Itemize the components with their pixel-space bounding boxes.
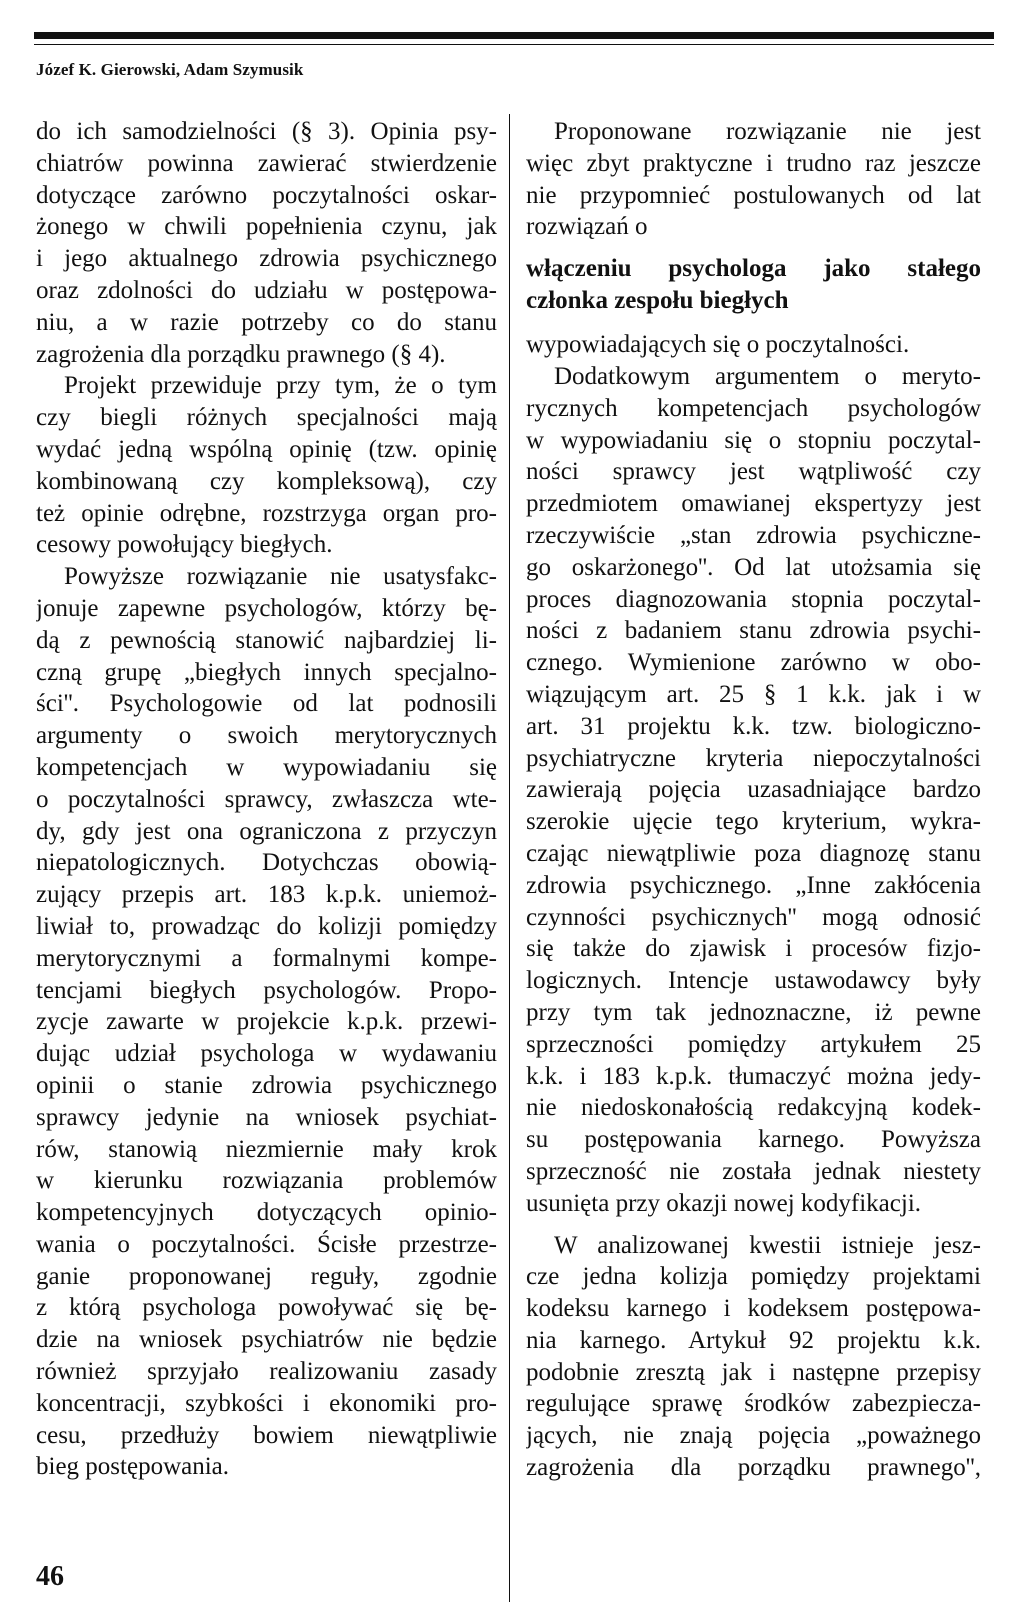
text-line: nia karnego. Artykuł 92 projektu k.k. bbox=[526, 1326, 981, 1354]
column-divider bbox=[509, 114, 510, 1602]
text-line: nie niedoskonałością redakcyjną kodek- bbox=[526, 1094, 981, 1122]
text-line: oraz zdolności do udziału w postępowa- bbox=[36, 276, 497, 304]
text-line: Dodatkowym argumentem o meryto- bbox=[554, 362, 981, 390]
text-line: Projekt przewiduje przy tym, że o tym bbox=[64, 372, 497, 400]
text-line: do ich samodzielności (§ 3). Opinia psy- bbox=[36, 118, 497, 145]
text-line: szerokie ujęcie tego kryterium, wykra- bbox=[526, 808, 981, 836]
text-line: liwiał to, prowadząc do kolizji pomiędzy bbox=[36, 912, 497, 940]
header-rule-thin bbox=[34, 44, 994, 45]
text-line: zycje zawarte w projekcie k.p.k. przewi- bbox=[36, 1008, 497, 1036]
text-line: regulujące sprawę środków zabezpiecza- bbox=[526, 1390, 981, 1418]
text-line: k.k. i 183 k.p.k. tłumaczyć można jedy- bbox=[526, 1062, 981, 1090]
text-line: rozwiązań o bbox=[526, 213, 648, 241]
text-line: włączeniu psychologa jako stałego bbox=[526, 255, 981, 283]
text-line: ności z badaniem stanu zdrowia psychi- bbox=[526, 617, 981, 645]
text-line: sprzeczności pomiędzy artykułem 25 bbox=[526, 1030, 981, 1058]
text-line: w kierunku rozwiązania problemów bbox=[36, 1167, 497, 1195]
text-line: dy, gdy jest ona ograniczona z przyczyn bbox=[36, 817, 497, 845]
text-line: Proponowane rozwiązanie nie jest bbox=[554, 118, 981, 145]
text-line: bieg postępowania. bbox=[36, 1453, 230, 1481]
text-line: opinii o stanie zdrowia psychicznego bbox=[36, 1071, 497, 1099]
text-line: sprawcy jedynie na wniosek psychiat- bbox=[36, 1103, 497, 1131]
text-line: koncentracji, szybkości i ekonomiki pro- bbox=[36, 1389, 497, 1417]
text-line: czając niewątpliwie poza diagnozę stanu bbox=[526, 839, 981, 867]
text-line: niu, a w razie potrzeby co do stanu bbox=[36, 308, 497, 336]
text-line: ganie proponowanej reguły, zgodnie bbox=[36, 1262, 497, 1290]
running-head: Józef K. Gierowski, Adam Szymusik bbox=[36, 60, 304, 79]
right-paragraph-2 bbox=[526, 1230, 981, 1484]
text-line: jących, nie znają pojęcia „poważnego bbox=[526, 1422, 981, 1450]
text-line: rów, stanowią niezmiernie mały krok bbox=[36, 1135, 497, 1163]
text-line: logicznych. Intencje ustawodawcy były bbox=[526, 967, 981, 995]
text-line: su postępowania karnego. Powyższa bbox=[526, 1126, 981, 1154]
text-line: jonuje zapewne psychologów, którzy bę- bbox=[36, 594, 497, 622]
text-line: więc zbyt praktyczne i trudno raz jeszcze bbox=[526, 149, 981, 177]
text-line: niepatologicznych. Dotychczas obowią- bbox=[36, 849, 497, 877]
text-line: żonego w chwili popełnienia czynu, jak bbox=[36, 213, 497, 241]
text-line: cznego. Wymienione zarówno w obo- bbox=[526, 649, 981, 677]
text-line: też opinie odrębne, rozstrzyga organ pro- bbox=[36, 499, 497, 527]
text-line: również sprzyjało realizowaniu zasady bbox=[36, 1358, 497, 1386]
text-line: cze jedna kolizja pomiędzy projektami bbox=[526, 1263, 981, 1291]
header-rule-thick bbox=[34, 32, 994, 39]
text-line: czną grupę „biegłych innych specjalno- bbox=[36, 658, 497, 686]
text-line: psychiatryczne kryteria niepoczytalności bbox=[526, 744, 981, 772]
text-line: dotyczące zarówno poczytalności oskar- bbox=[36, 181, 497, 209]
text-line: kompetencyjnych dotyczących opinio- bbox=[36, 1199, 497, 1227]
text-line: zawierają pojęcia uzasadniające bardzo bbox=[526, 776, 981, 804]
text-line: usunięta przy okazji nowej kodyfikacji. bbox=[526, 1189, 922, 1217]
text-line: zagrożenia dla porządku prawnego (§ 4). bbox=[36, 340, 446, 368]
text-line: zdrowia psychicznego. „Inne zakłócenia bbox=[526, 871, 981, 899]
text-line: z którą psychologa powoływać się bę- bbox=[36, 1294, 497, 1322]
text-line: proces diagnozowania stopnia poczytal- bbox=[526, 585, 981, 613]
text-line: cesu, przedłuży bowiem niewątpliwie bbox=[36, 1421, 497, 1449]
text-line: tencjami biegłych psychologów. Propo- bbox=[36, 976, 497, 1004]
text-line: art. 31 projektu k.k. tzw. biologiczno- bbox=[526, 712, 981, 740]
text-line: w wypowiadaniu się o stopniu poczytal- bbox=[526, 426, 981, 454]
text-line: zujący przepis art. 183 k.p.k. uniemoż- bbox=[36, 881, 497, 909]
text-line: Powyższe rozwiązanie nie usatysfakc- bbox=[64, 563, 497, 591]
text-line: wania o poczytalności. Ścisłe przestrze- bbox=[36, 1230, 497, 1258]
text-line: kodeksu karnego i kodeksem postępowa- bbox=[526, 1295, 981, 1323]
text-line: kompetencjach w wypowiadaniu się bbox=[36, 753, 497, 781]
text-line: zagrożenia dla porządku prawnego'', bbox=[526, 1454, 981, 1482]
text-line: wydać jedną wspólną opinię (tzw. opinię bbox=[36, 435, 497, 463]
text-line: merytorycznymi a formalnymi kompe- bbox=[36, 944, 497, 972]
text-line: przy tym tak jednoznaczne, iż pewne bbox=[526, 998, 981, 1026]
text-line: ści''. Psychologowie od lat podnosili bbox=[36, 690, 497, 718]
text-line: o poczytalności sprawcy, zwłaszcza wte- bbox=[36, 785, 497, 813]
text-line: czy biegli różnych specjalności mają bbox=[36, 404, 497, 432]
text-line: rzeczywiście „stan zdrowia psychiczne- bbox=[526, 521, 981, 549]
left-column bbox=[36, 116, 497, 1483]
text-line: W analizowanej kwestii istnieje jesz- bbox=[554, 1231, 981, 1259]
text-line: dując udział psychologa w wydawaniu bbox=[36, 1040, 497, 1068]
text-line: nie przypomnieć postulowanych od lat bbox=[526, 181, 981, 209]
text-line: czynności psychicznych'' mogą odnosić bbox=[526, 903, 981, 931]
text-line: rycznych kompetencjach psychologów bbox=[526, 394, 981, 422]
text-line: sprzeczność nie została jednak niestety bbox=[526, 1157, 981, 1185]
text-line: chiatrów powinna zawierać stwierdzenie bbox=[36, 149, 497, 177]
text-line: go oskarżonego''. Od lat utożsamia się bbox=[526, 553, 981, 581]
text-line: argumenty o swoich merytorycznych bbox=[36, 722, 497, 750]
text-line: przedmiotem omawianej ekspertyzy jest bbox=[526, 490, 981, 518]
text-line: członka zespołu biegłych bbox=[526, 287, 789, 315]
right-intro-paragraph bbox=[526, 116, 981, 243]
text-line: i jego aktualnego zdrowia psychicznego bbox=[36, 245, 497, 273]
text-line: kombinowaną czy kompleksową), czy bbox=[36, 467, 497, 495]
right-column bbox=[526, 116, 981, 1484]
text-line: ności sprawcy jest wątpliwość czy bbox=[526, 458, 981, 486]
page-number: 46 bbox=[36, 1561, 64, 1592]
text-line: wiązującym art. 25 § 1 k.k. jak i w bbox=[526, 680, 981, 708]
text-line: wypowiadających się o poczytalności. bbox=[526, 331, 910, 359]
text-line: cesowy powołujący biegłych. bbox=[36, 531, 333, 559]
text-line: podobnie zresztą jak i następne przepisy bbox=[526, 1358, 981, 1386]
emphasized-heading bbox=[526, 253, 981, 317]
text-line: dą z pewnością stanowić najbardziej li- bbox=[36, 626, 497, 654]
right-paragraph-1 bbox=[526, 329, 981, 1219]
text-line: dzie na wniosek psychiatrów nie będzie bbox=[36, 1326, 497, 1354]
text-line: się także do zjawisk i procesów fizjo- bbox=[526, 935, 981, 963]
